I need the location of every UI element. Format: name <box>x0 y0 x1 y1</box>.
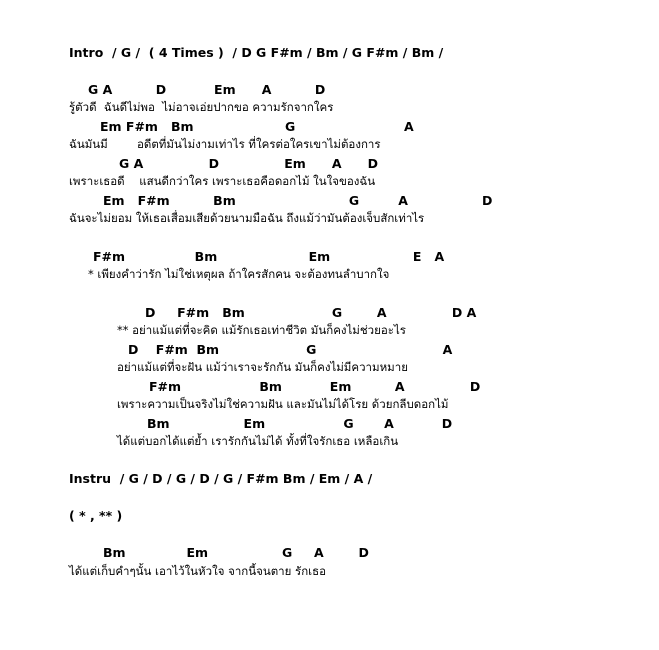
verse1-chords-3: G A D Em A D <box>119 156 379 171</box>
chorus-chords-2: D F#m Bm G A <box>128 342 453 357</box>
prechorus-chords: F#m Bm Em E A <box>93 249 445 264</box>
intro-line: Intro / G / ( 4 Times ) / D G F#m / Bm / G F#m / Bm / <box>69 45 444 60</box>
chorus-chords-1: D F#m Bm G A D A <box>145 305 477 320</box>
chorus-lyric-3: เพราะความเป็นจริงไม่ใช่ความฝัน และมันไม่ได้โรย ด้วยกลีบดอกไม้ <box>117 397 449 411</box>
verse1-lyric-3: เพราะเธอดี แสนดีกว่าใคร เพราะเธอคือดอกไม้ ในใจของฉัน <box>69 174 376 188</box>
verse1-chords-1: G A D Em A D <box>88 82 326 97</box>
prechorus-lyric: * เพียงคำว่ารัก ไม่ใช่เหตุผล ถ้าใครสักคน จะต้องทนลำบากใจ <box>88 267 390 281</box>
outro-chords: Bm Em G A D <box>103 545 369 560</box>
chorus-chords-4: Bm Em G A D <box>147 416 453 431</box>
verse1-lyric-2: ฉันมันมี อดีตที่มันไม่งามเท่าไร ที่ใครต่อใครเขาไม่ต้องการ <box>69 137 381 151</box>
chorus-chords-3: F#m Bm Em A D <box>149 379 481 394</box>
verse1-lyric-4: ฉันจะไม่ยอม ให้เธอเสื่อมเสียด้วยนามมือฉัน ถึงแม้ว่ามันต้องเจ็บสักเท่าไร <box>69 211 425 225</box>
verse1-lyric-1: รู้ตัวดี ฉันดีไม่พอ ไม่อาจเอ่ยปากขอ ความรักจากใคร <box>69 100 334 114</box>
repeat-marker: ( * , ** ) <box>69 508 123 523</box>
instrumental-line: Instru / G / D / G / D / G / F#m Bm / Em / A / <box>69 471 373 486</box>
chorus-lyric-1: ** อย่าแม้แต่ที่จะคิด แม้รักเธอเท่าชีวิต มันก็คงไม่ช่วยอะไร <box>117 323 406 337</box>
chorus-lyric-2: อย่าแม้แต่ที่จะฝัน แม้ว่าเราจะรักกัน มันก็คงไม่มีความหมาย <box>117 360 408 374</box>
chorus-lyric-4: ได้แต่บอกได้แต่ย้ำ เรารักกันไม่ได้ ทั้งที่ใจรักเธอ เหลือเกิน <box>117 434 399 448</box>
verse1-chords-4: Em F#m Bm G A D <box>103 193 493 208</box>
verse1-chords-2: Em F#m Bm G A <box>100 119 414 134</box>
outro-lyric: ได้แต่เก็บคำๆนั้น เอาไว้ในหัวใจ จากนี้จนตาย รักเธอ <box>69 564 327 578</box>
